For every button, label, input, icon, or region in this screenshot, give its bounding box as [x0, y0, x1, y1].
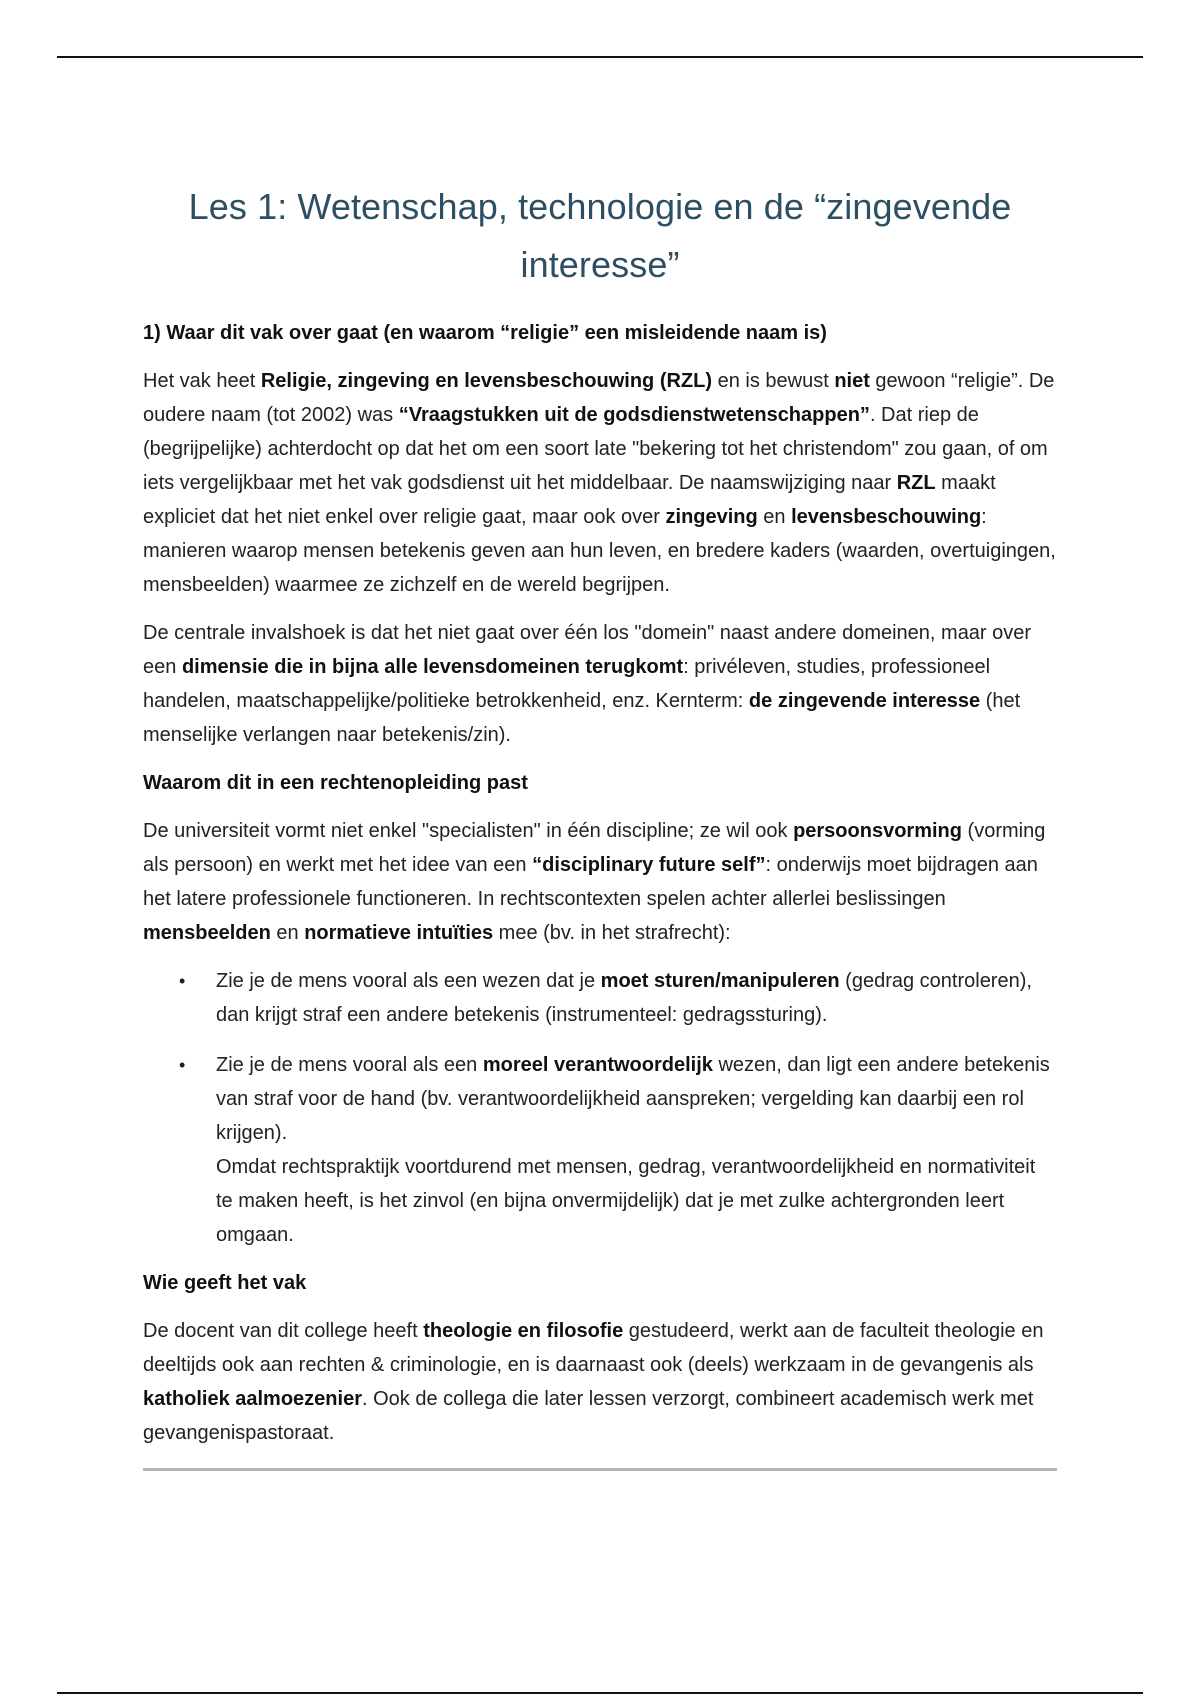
bullet-marker: • [179, 971, 186, 991]
bullet-list-views-of-man [143, 964, 1057, 1252]
section-heading-about: 1) Waar dit vak over gaat (en waarom “religie” een misleidende naam is) [143, 322, 827, 344]
paragraph-university-formation: De universiteit vormt niet enkel "specialisten" in één discipline; ze wil ook persoonsvorming (vorming als persoon) en werkt met het idee van een “disciplinary future self”: onderwijs moet bijdragen aan het latere professionele functioneren. In rechtscontexten spelen achter allerlei beslissingen mensbeelden en normatieve intuïties mee (bv. in het strafrecht): [143, 820, 1046, 944]
paragraph-central-perspective: De centrale invalshoek is dat het niet gaat over één los "domein" naast andere domeinen, maar over een dimensie die in bijna alle levensdomeinen terugkomt: privéleven, studies, professioneel handelen, maatschappelijke/politieke betrokkenheid, enz. Kernterm: de zingevende interesse (het menselijke verlangen naar betekenis/zin). [143, 622, 1032, 746]
section-divider [143, 1468, 1057, 1471]
bullet-marker: • [179, 1055, 186, 1075]
paragraph-lecturer: De docent van dit college heeft theologie en filosofie gestudeerd, werkt aan de faculteit theologie en deeltijds ook aan rechten & criminologie, en is daarnaast ook (deels) werkzaam in de gevangenis als katholiek aalmoezenier. Ook de collega die later lessen verzorgt, combineert academisch werk met gevangenispastoraat. [143, 1320, 1044, 1444]
page-title [143, 178, 1057, 294]
list-item: • Zie je de mens vooral als een moreel verantwoordelijk wezen, dan ligt een andere betekenis van straf voor de hand (bv. verantwoordelijkheid aanspreken; vergelding kan daarbij een rol krijgen). Omdat rechtspraktijk voortdurend met mensen, gedrag, verantwoordelijkheid en normativiteit te maken heeft, is het zinvol (en bijna onvermijdelijk) dat je met zulke achtergronden leert omgaan. [143, 1048, 1057, 1252]
page-bottom-rule [57, 1692, 1143, 1694]
section-heading-law-program: Waarom dit in een rechtenopleiding past [143, 772, 528, 794]
page-title-line-2: interesse” [520, 244, 680, 285]
document-body [143, 178, 1057, 1471]
page-title-line-1: Les 1: Wetenschap, technologie en de “zingevende [188, 186, 1012, 227]
section-heading-lecturer: Wie geeft het vak [143, 1272, 307, 1294]
list-item: • Zie je de mens vooral als een wezen dat je moet sturen/manipuleren (gedrag controleren), dan krijgt straf een andere betekenis (instrumenteel: gedragssturing). [143, 964, 1057, 1032]
paragraph-course-name: Het vak heet Religie, zingeving en levensbeschouwing (RZL) en is bewust niet gewoon “religie”. De oudere naam (tot 2002) was “Vraagstukken uit de godsdienstwetenschappen”. Dat riep de (begrijpelijke) achterdocht op dat het om een soort late "bekering tot het christendom" zou gaan, of om iets vergelijkbaar met het vak godsdienst uit het middelbaar. De naamswijziging naar RZL maakt expliciet dat het niet enkel over religie gaat, maar ook over zingeving en levensbeschouwing: manieren waarop mensen betekenis geven aan hun leven, en bredere kaders (waarden, overtuigingen, mensbeelden) waarmee ze zichzelf en de wereld begrijpen. [143, 370, 1056, 596]
page-top-rule [57, 56, 1143, 58]
bullet-continuation: Omdat rechtspraktijk voortdurend met mensen, gedrag, verantwoordelijkheid en normativiteit te maken heeft, is het zinvol (en bijna onvermijdelijk) dat je met zulke achtergronden leert omgaan. [216, 1156, 1036, 1246]
